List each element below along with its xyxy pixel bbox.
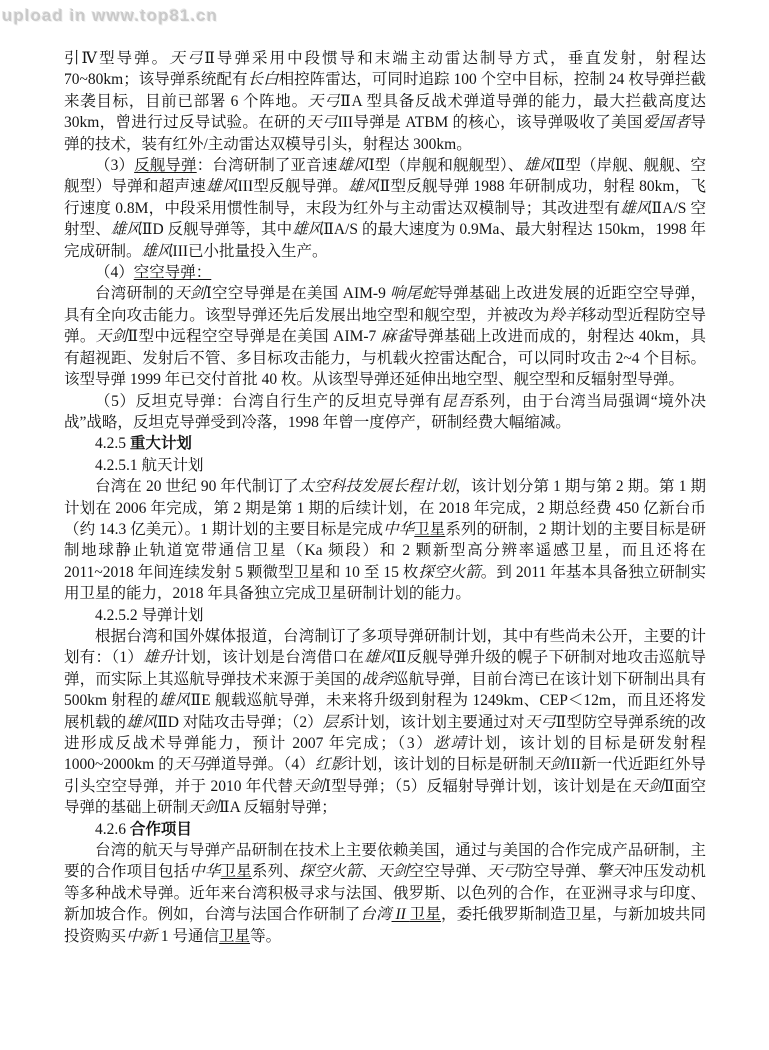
para-airtoair-heading — [64, 262, 706, 283]
text-run: （4） — [95, 264, 134, 282]
text-run: 层系 — [322, 713, 354, 731]
text-run: III新一代近距红外导引头空空导弹，并于 2010 年代替 — [64, 756, 706, 795]
text-run: 麻雀 — [380, 328, 413, 346]
text-run: ：台湾研制了亚音速 — [196, 157, 338, 175]
text-run: 4.2.5 — [95, 435, 130, 453]
text-run: 防空导弹、 — [518, 863, 597, 881]
text-run: Ⅱ导弹采用中段惯导和末端主动雷达制导方式，垂直发射，射程达 70~80km；该导弹系统配有 — [64, 50, 706, 89]
text-run: 雄风 — [348, 178, 380, 196]
text-run: ⅡA 型具备反战术弹道导弹的能力，最大拦截高度达 30km，曾进行过反导试验。在研的 — [64, 92, 706, 132]
text-run: 战斧 — [361, 670, 393, 688]
document-text-block — [64, 48, 706, 947]
text-run: Ⅱ型反舰导弹 1988 年研制成功，射程 80km，飞行速度 0.8M，中段采用惯性制导，末段为红外与主动雷达双模制导；其改进型有 — [64, 178, 706, 217]
text-run: （5）反坦克导弹：台湾自行生产的反坦克导弹有 — [95, 392, 442, 410]
text-run: 天马 — [173, 756, 206, 774]
text-run: （3） — [95, 157, 135, 175]
text-run: 引Ⅳ型导弹。 — [64, 50, 170, 67]
para-antitank-missiles — [64, 391, 706, 434]
text-run: 导弹基础上改进发展的近距空空导弹，具有全向攻击能力。该型导弹还先后发展出地空型和舰空型，并被改为 — [64, 285, 706, 324]
text-run: 系列的研制，2 期计划的主要目标是研制地球静止轨道宽带通信卫星（Ka 频段）和 2 颗新型高分辨率遥感卫星，而且还将在 2011~2018 年间连续发射 5 颗微型卫星和 10 至 15 枚 — [64, 520, 706, 581]
text-run: Ⅰ空空导弹是在美国 AIM-9 — [205, 285, 391, 303]
text-run: III已小批量投入生产。 — [172, 242, 328, 260]
text-run: 雄风 — [620, 199, 652, 217]
text-run: 重大计划 — [129, 435, 192, 453]
text-run: 雄风 — [126, 713, 158, 731]
text-run: 导弹的技术，装有红外/主动雷达双模导引头，射程达 300km。 — [64, 114, 706, 153]
text-run: 天弓 — [305, 114, 338, 132]
text-run: 爱国者 — [642, 114, 691, 132]
text-run: 天剑 — [293, 777, 325, 795]
para-tiangong-continuation — [64, 48, 706, 155]
text-run: 计划，该计划主要通过对 — [353, 713, 525, 731]
heading-4-2-5-1 — [64, 455, 706, 476]
text-run: ⅡD 反舰导弹等，其中 — [141, 221, 293, 239]
text-run: 雄风 — [523, 157, 555, 175]
text-run: 天弓 — [524, 713, 556, 731]
text-run: 1 号通信 — [157, 927, 220, 945]
text-run: 中华 — [383, 520, 415, 538]
text-run: 长白 — [247, 71, 279, 89]
text-run: 系列、 — [251, 863, 299, 881]
text-run: Ⅰ型导弹；（5）反辐射导弹计划，该计划是在 — [324, 777, 633, 795]
text-run: 空空导弹： — [133, 264, 212, 282]
text-run: 雄风 — [110, 221, 142, 239]
text-run: 台湾研制的 — [95, 285, 175, 303]
text-run: 天剑 — [95, 328, 128, 346]
text-run: 计划，该计划的目标是研发射程 1000~2000km 的 — [64, 735, 706, 774]
text-run: 等。 — [250, 927, 282, 945]
text-run: 雄风 — [292, 221, 324, 239]
text-run: 弹道导弹。（4） — [205, 756, 315, 774]
para-airtoair-missiles — [64, 283, 706, 390]
text-run: ⅡA/S 空射型、 — [64, 199, 706, 239]
text-run: 天剑 — [377, 863, 409, 881]
text-run: Ⅱ型（岸舰、舰舰、空舰型）导弹和超声速 — [64, 157, 706, 196]
text-run: Ⅱ面空导弹的基础上研制 — [64, 777, 706, 817]
text-run: 中华 — [189, 863, 221, 881]
text-run: II — [391, 906, 410, 924]
text-run: 计划，该计划的目标是研制 — [346, 756, 534, 774]
text-run: ⅡA 反辐射导弹； — [219, 799, 337, 817]
text-run: 、 — [361, 863, 378, 881]
text-run: 。到 2011 年基本具备独立研制实用卫星的能力，2018 年具备独立完成卫星研制计划的能力。 — [64, 563, 706, 603]
heading-4-2-6 — [64, 819, 706, 840]
text-run: 台湾 — [360, 906, 392, 924]
text-run: III导弹是 ATBM 的核心，该导弹吸收了美国 — [337, 114, 643, 132]
text-run: 雄风 — [364, 649, 396, 667]
text-run: 红影 — [314, 756, 347, 774]
watermark-text: upload in www.top81.cn — [2, 6, 218, 25]
text-run: Ⅱ型防空导弹系统的改进形成反战术导弹能力，预计 2007 年完成；（3） — [64, 713, 706, 752]
text-run: 相控阵雷达，可同时追踪 100 个空中目标，控制 24 枚导弹拦截来袭目标，目前已部署 6 个阵地。 — [64, 71, 706, 110]
text-run: 擎天 — [596, 863, 628, 881]
text-run: 4.2.6 — [95, 820, 130, 838]
text-run: 台湾的航天与导弹产品研制在技术上主要依赖美国，通过与美国的合作完成产品研制，主要的合作项目包括 — [64, 842, 706, 881]
para-cooperation-projects — [64, 840, 706, 947]
text-run: Ⅱ型中远程空空导弹是在美国 AIM-7 — [127, 328, 381, 346]
text-run: 台湾在 20 世纪 90 年代制订了 — [95, 478, 299, 496]
text-run: 4.2.5.2 导弹计划 — [95, 606, 204, 624]
text-run: 天剑 — [534, 756, 566, 774]
text-run: 雄风 — [337, 157, 369, 175]
text-run: 探空火箭 — [418, 563, 481, 581]
text-run: ⅡA/S 的最大速度为 0.9Ma、最大射程达 150km，1998 年完成研制。 — [64, 221, 706, 260]
text-run: 探空火箭 — [298, 863, 362, 881]
text-run: 昆吾 — [441, 392, 474, 410]
text-run: 天剑 — [632, 777, 664, 795]
text-run: 冲压发动机等多种战术导弹。近年来台湾积极寻求与法国、俄罗斯、以色列的合作，在亚洲寻求与印度、新加坡合作。例如，台湾与法国合作研制了 — [64, 863, 706, 924]
text-run: 逖靖 — [433, 735, 468, 752]
heading-4-2-5-2 — [64, 605, 706, 626]
text-run: 天剑 — [174, 285, 206, 303]
text-run: ⅡE 舰载巡航导弹，未来将升级到射程为 1249km、CEP＜12m，而且还将发展机载的 — [64, 692, 706, 731]
para-antiship-missiles — [64, 155, 706, 262]
text-run: ，该计划分第 1 期与第 2 期。第 1 期计划在 2006 年完成，第 2 期是第 1 期的后续计划，在 2018 年完成，2 期总经费 450 亿新台币（约 14.3 亿美元）。1 期计划的主要目标是完成 — [64, 478, 706, 538]
text-run: III型反舰导弹。 — [237, 178, 349, 196]
text-run: 中新 — [126, 927, 158, 945]
text-run: 太空科技发展长程计划 — [298, 478, 456, 496]
text-run: 雄风 — [206, 178, 238, 196]
heading-4-2-5 — [64, 433, 706, 454]
text-run: ，委托俄罗斯制造卫星，与新加坡共同投资购买 — [64, 906, 706, 945]
para-space-program — [64, 476, 706, 604]
text-run: 天弓 — [169, 50, 205, 67]
text-run: 天剑 — [188, 799, 220, 817]
text-run: 雄升 — [143, 649, 175, 667]
text-run: 巡航导弹，目前台湾已在该计划下研制出具有 500km 射程的 — [64, 670, 706, 710]
text-run: 合作项目 — [129, 820, 192, 838]
text-run: 雄风 — [141, 242, 173, 260]
text-run: 卫星 — [414, 520, 446, 538]
text-run: 系列，由于台湾当局强调“境外决战”战略，反坦克导弹受到冷落，1998 年曾一度停产，研制经费大幅缩减。 — [64, 392, 706, 431]
text-run: 移动型近程防空导弹。 — [64, 306, 706, 346]
text-run: Ⅱ反舰导弹升级的幌子下研制对地攻击巡航导弹，而实际上其巡航导弹技术来源于美国的 — [64, 649, 706, 688]
text-run: 响尾蛇 — [390, 285, 438, 303]
text-run: 卫星 — [409, 906, 441, 924]
text-run: 根据台湾和国外媒体报道，台湾制订了多项导弹研制计划，其中有些尚未公开，主要的计划有：（1） — [64, 627, 706, 667]
para-missile-programs — [64, 626, 706, 819]
text-run: 导弹基础上改进而成的，射程达 40km，具有超视距、发射后不管、多目标攻击能力，与机载火控雷达配合，可以同时攻击 2~4 个目标。该型导弹 1999 年已交付首批 40 枚。从该型导弹还延伸出地空型、舰空型和反辐射型导弹。 — [64, 328, 706, 389]
text-run: 反舰导弹 — [134, 157, 197, 175]
text-run: 卫星 — [220, 863, 252, 881]
text-run: 卫星 — [219, 927, 251, 945]
text-run: 羚羊 — [549, 306, 581, 324]
text-run: 计划，该计划是台湾借口在 — [174, 649, 365, 667]
text-run: 空空导弹、 — [408, 863, 487, 881]
text-run: ⅡD 对陆攻击导弹；（2） — [157, 713, 323, 731]
text-run: Ⅰ型（岸舰和舰舰型）、 — [368, 157, 524, 175]
text-run: 天弓 — [486, 863, 519, 881]
text-run: 4.2.5.1 航天计划 — [95, 456, 204, 474]
text-run: 天弓 — [307, 92, 341, 110]
text-run: 雄风 — [158, 692, 191, 710]
